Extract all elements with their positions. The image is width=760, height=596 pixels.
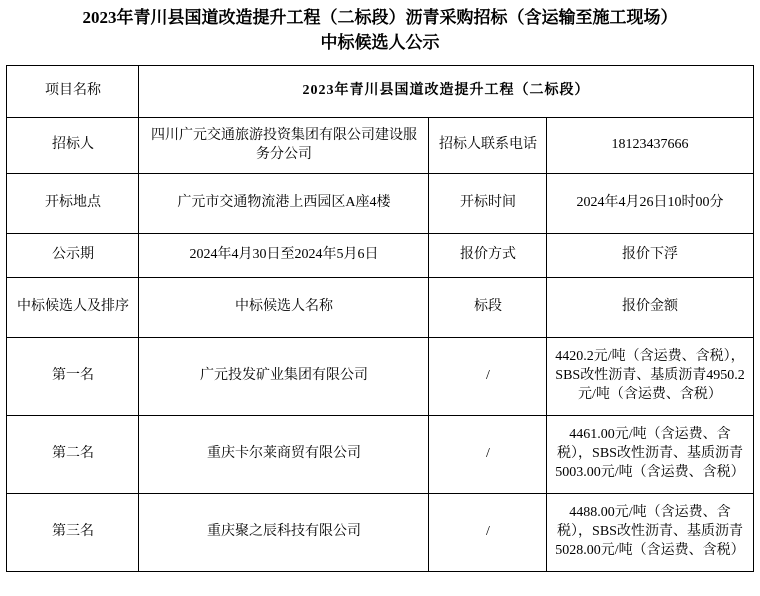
candidate-amount: 4488.00元/吨（含运费、含税），SBS改性沥青、基质沥青5028.00元/吨（含运费、含税） [547,494,753,572]
page-title-line-2: 中标候选人公示 [320,32,440,52]
bid-opening-place-value: 广元市交通物流港上西园区A座4楼 [139,174,429,234]
project-name-label: 项目名称 [7,66,139,118]
quotation-method-label: 报价方式 [429,234,547,278]
table-row-project-name [7,66,753,118]
table-row-candidate-headers [7,278,753,338]
quotation-method-value: 报价下浮 [547,234,753,278]
bid-announcement-table [6,65,753,572]
bid-opening-place-label: 开标地点 [7,174,139,234]
candidate-rank-header: 中标候选人及排序 [7,278,139,338]
amount-header: 报价金额 [547,278,753,338]
table-row [7,416,753,494]
candidate-name-header: 中标候选人名称 [139,278,429,338]
candidate-amount: 4420.2元/吨（含运费、含税），SBS改性沥青、基质沥青4950.2元/吨（含运费、含税） [547,338,753,416]
table-row-publicity-period [7,234,753,278]
project-name-value: 2023年青川县国道改造提升工程（二标段） [139,66,753,118]
table-row [7,338,753,416]
candidate-rank: 第三名 [7,494,139,572]
candidate-section: / [429,338,547,416]
candidate-section: / [429,416,547,494]
page-title-line-1: 2023年青川县国道改造提升工程（二标段）沥青采购招标（含运输至施工现场） [82,8,678,27]
page-title [0,0,760,59]
tenderer-contact-value: 18123437666 [547,118,753,174]
candidate-rank: 第二名 [7,416,139,494]
publicity-period-value: 2024年4月30日至2024年5月6日 [139,234,429,278]
candidate-rank: 第一名 [7,338,139,416]
table-row [7,494,753,572]
table-row-bid-opening-place [7,174,753,234]
table-row-tenderer [7,118,753,174]
tenderer-value: 四川广元交通旅游投资集团有限公司建设服务分公司 [139,118,429,174]
candidate-name: 重庆卡尔莱商贸有限公司 [139,416,429,494]
tenderer-label: 招标人 [7,118,139,174]
publicity-period-label: 公示期 [7,234,139,278]
candidate-amount: 4461.00元/吨（含运费、含税），SBS改性沥青、基质沥青5003.00元/吨（含运费、含税） [547,416,753,494]
candidate-name: 广元投发矿业集团有限公司 [139,338,429,416]
candidate-section: / [429,494,547,572]
bid-opening-time-value: 2024年4月26日10时00分 [547,174,753,234]
candidate-name: 重庆聚之辰科技有限公司 [139,494,429,572]
section-header: 标段 [429,278,547,338]
tenderer-contact-label: 招标人联系电话 [429,118,547,174]
bid-opening-time-label: 开标时间 [429,174,547,234]
